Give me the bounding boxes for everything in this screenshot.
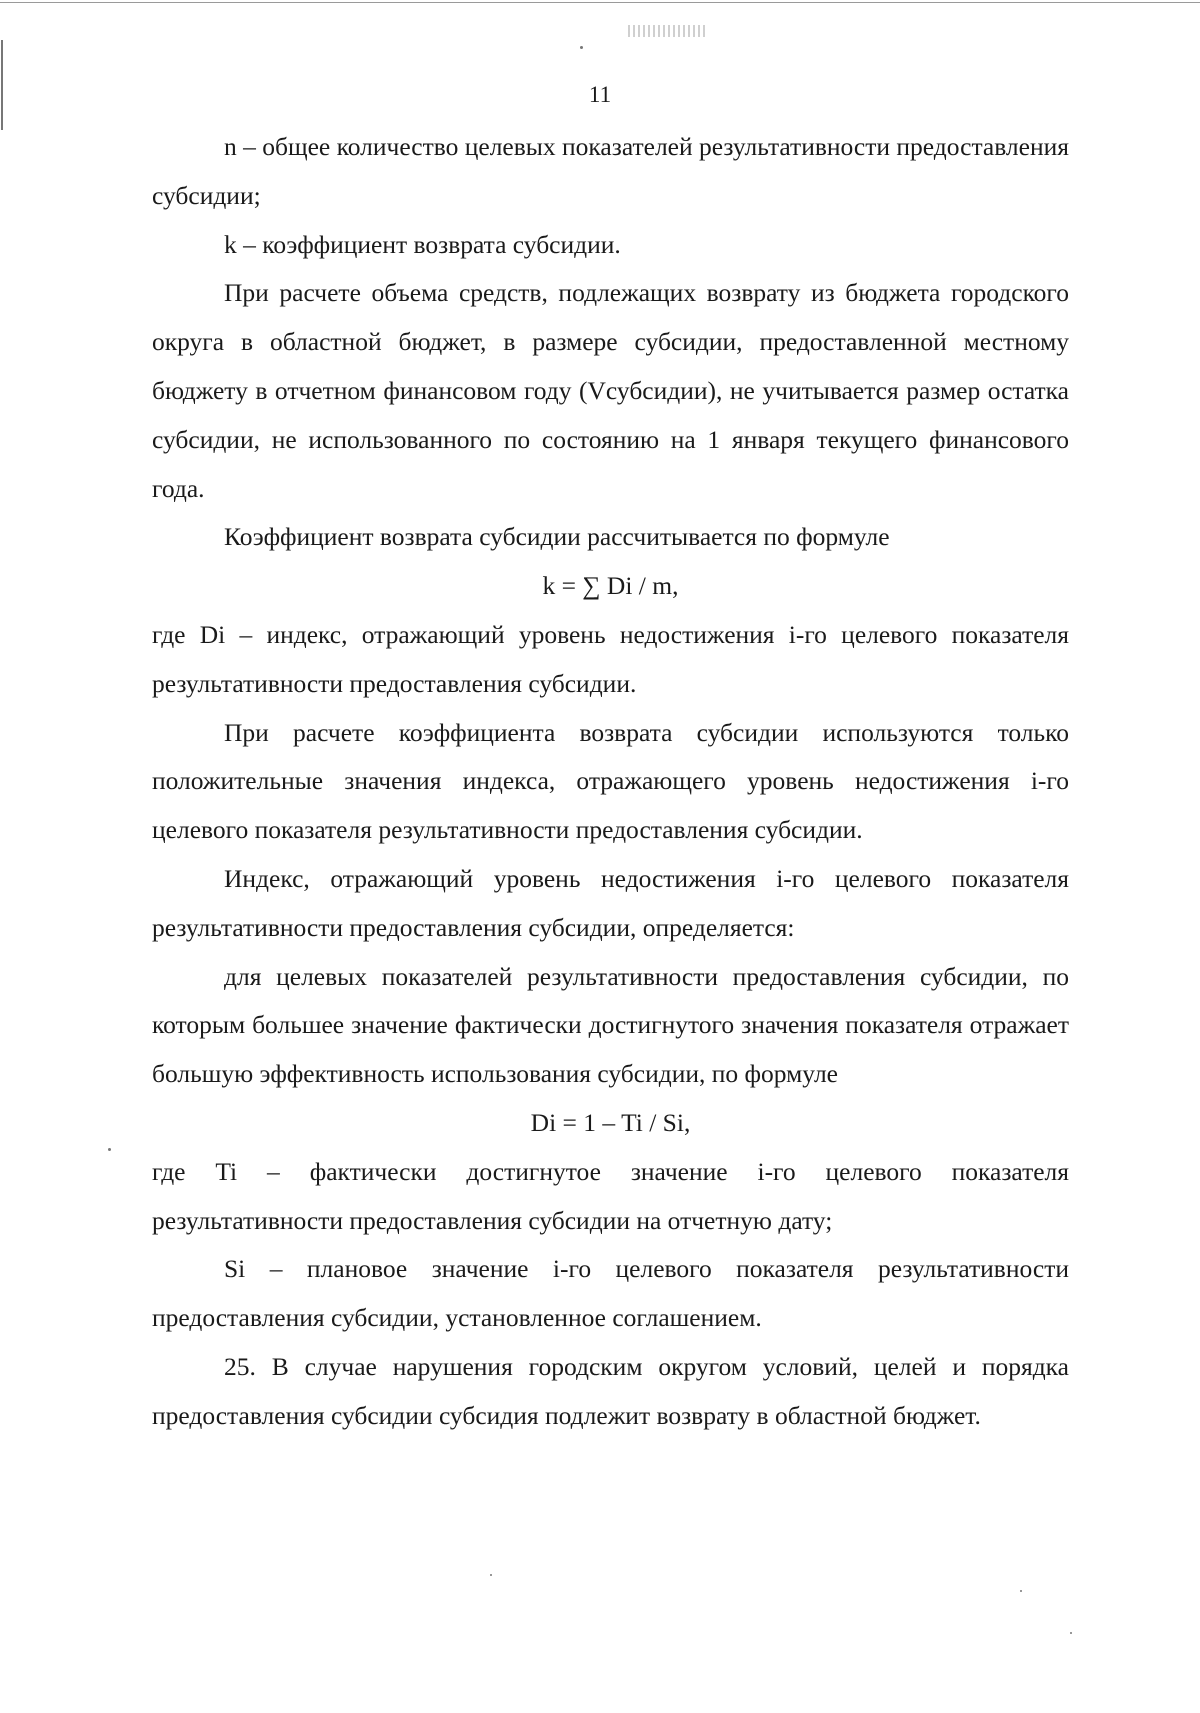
paragraph-index-determined: Индекс, отражающий уровень недостижения i-го целевого показателя результативности предоставления субсидии, определяется:: [152, 863, 1069, 942]
scan-speck: [580, 46, 583, 49]
top-edge-line: [0, 2, 1200, 3]
formula-k: k = ∑ Di / m,: [542, 571, 679, 601]
scan-speck: [1020, 1590, 1022, 1592]
paragraph-si-definition: Si – плановое значение i-го целевого показателя результативности предоставления субсидии, установленное соглашением.: [152, 1254, 1069, 1333]
scan-speck: [490, 1574, 492, 1576]
paragraph-25-violation: 25. В случае нарушения городским округом условий, целей и порядка предоставления субсидии субсидия подлежит возврату в областной бюджет.: [152, 1351, 1069, 1430]
paragraph-return-calculation: При расчете объема средств, подлежащих возврату из бюджета городского округа в областной бюджет, в размере субсидии, предоставленной местному бюджету в отчетном финансовом году (Vсубсидии), не учитывается размер остатка субсидии, не использованного по состоянию на 1 января текущего финансового года.: [152, 278, 1069, 503]
paragraph-coefficient-intro: Коэффициент возврата субсидии рассчитывается по формуле: [224, 522, 890, 552]
paragraph-k-definition: k – коэффициент возврата субсидии.: [224, 229, 621, 259]
formula-di: Di = 1 – Ti / Si,: [530, 1107, 691, 1137]
scan-artifact: [628, 25, 708, 37]
paragraph-for-targets: для целевых показателей результативности предоставления субсидии, по которым большее значение фактически достигнутого значения показателя отражает большую эффективность использования субсидии, по формуле: [152, 961, 1069, 1089]
paragraph-ti-definition: где Ti – фактически достигнутое значение i-го целевого показателя результативности предоставления субсидии на отчетную дату;: [152, 1156, 1069, 1235]
page-number: 11: [588, 82, 612, 107]
scan-speck: [108, 1148, 111, 1151]
scan-speck: [1070, 1632, 1072, 1634]
paragraph-positive-values: При расчете коэффициента возврата субсидии используются только положительные значения индекса, отражающего уровень недостижения i-го целевого показателя результативности предоставления субсидии.: [152, 717, 1069, 845]
document-body: [152, 123, 1069, 1441]
paragraph-di-definition: где Di – индекс, отражающий уровень недостижения i-го целевого показателя результативности предоставления субсидии.: [152, 619, 1069, 698]
paragraph-n-definition: n – общее количество целевых показателей результативности предоставления субсидии;: [152, 132, 1069, 210]
